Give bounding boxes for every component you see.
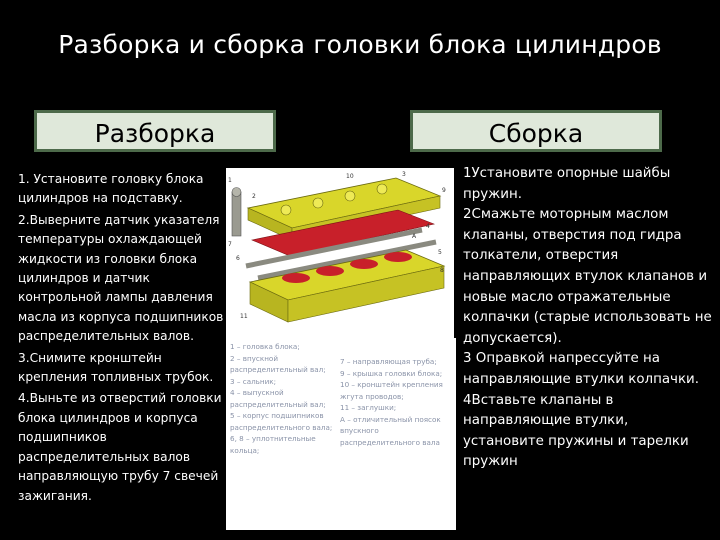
legend-item: 11 – заглушки; [340,403,397,412]
figure-label-3: 3 [402,171,406,178]
figure-label-2: 2 [252,193,256,200]
cover-boss [313,198,323,208]
assembly-step-3: 3 Оправкой напрессуйте на направляющие втулки колпачки. [463,351,699,387]
figure-label-10: 10 [346,173,354,180]
disassembly-step-4: 4.Выньте из отверстий головки блока цилиндров и корпуса подшипников распределительных валов направляющую трубу 7 свечей зажигания. [18,391,222,503]
figure-label-11: 11 [240,313,248,320]
assembly-step-4: 4Вставьте клапаны в направляющие втулки, установите пружины и тарелки пружин [463,392,689,470]
figure-label-5: 5 [438,249,442,256]
legend-item: А – отличительный поясок впускного распределительного вала [340,414,441,447]
legend-column-left [230,341,334,456]
figure-label-9: 9 [442,187,446,194]
cylinder-head-exploded-figure [226,168,454,338]
legend-item: 2 – впускной распределительный вал; [230,353,326,374]
disassembly-step-1: 1. Установите головку блока цилиндров на подставку. [18,172,204,206]
figure-legend [226,338,456,530]
cover-boss [345,191,355,201]
figure-label-8: 8 [440,267,444,274]
legend-column-right [340,356,448,448]
figure-label-a: А [412,233,417,240]
disassembly-step-2: 2.Выверните датчик указателя температуры охлаждающей жидкости из головки блока цилиндров и датчик контрольной лампы давления масла из корпуса подшипников распределительных валов. [18,212,224,344]
cover-boss [377,184,387,194]
legend-item: 3 – сальник; [230,376,277,386]
legend-item: 9 – крышка головки блока; [340,368,443,378]
figure-label-1: 1 [228,177,232,184]
assembly-step-1: 1Установите опорные шайбы пружин. [463,166,671,202]
guide-tube [232,192,241,236]
cover-boss [281,205,291,215]
combustion-chamber [282,273,310,283]
guide-tube-cap [232,188,241,197]
legend-item: 1 – головка блока; [230,342,300,351]
assembly-header: Сборка [410,110,662,152]
disassembly-header: Разборка [34,110,276,152]
legend-item: 4 – выпускной распределительный вал; [230,388,326,409]
combustion-chamber [316,266,344,276]
figure-label-4: 4 [426,223,430,230]
legend-item: 7 – направляющая труба; [340,357,437,366]
assembly-steps [463,164,713,473]
figure-label-6: 6 [236,255,240,262]
combustion-chamber [350,259,378,269]
legend-item: 10 – кронштейн крепления жгута проводов; [340,380,443,401]
disassembly-step-3: 3.Снимите кронштейн крепления топливных трубок. [18,350,214,385]
slide-title: Разборка и сборка головки блока цилиндров [58,30,662,59]
legend-item: 6, 8 – уплотнительные кольца; [230,434,316,455]
assembly-step-2: 2Смажьте моторным маслом клапаны, отверстия под гидра толкатели, отверстия направляющих втулок клапанов и новые масло отражательные колпачки (старые использовать не допускается). [463,207,712,346]
legend-item: 5 – корпус подшипников распределительного вала; [230,411,333,432]
figure-label-7: 7 [228,241,232,248]
disassembly-steps [18,170,230,508]
cylinder-head-exploded-drawing [226,168,454,338]
combustion-chamber [384,252,412,262]
